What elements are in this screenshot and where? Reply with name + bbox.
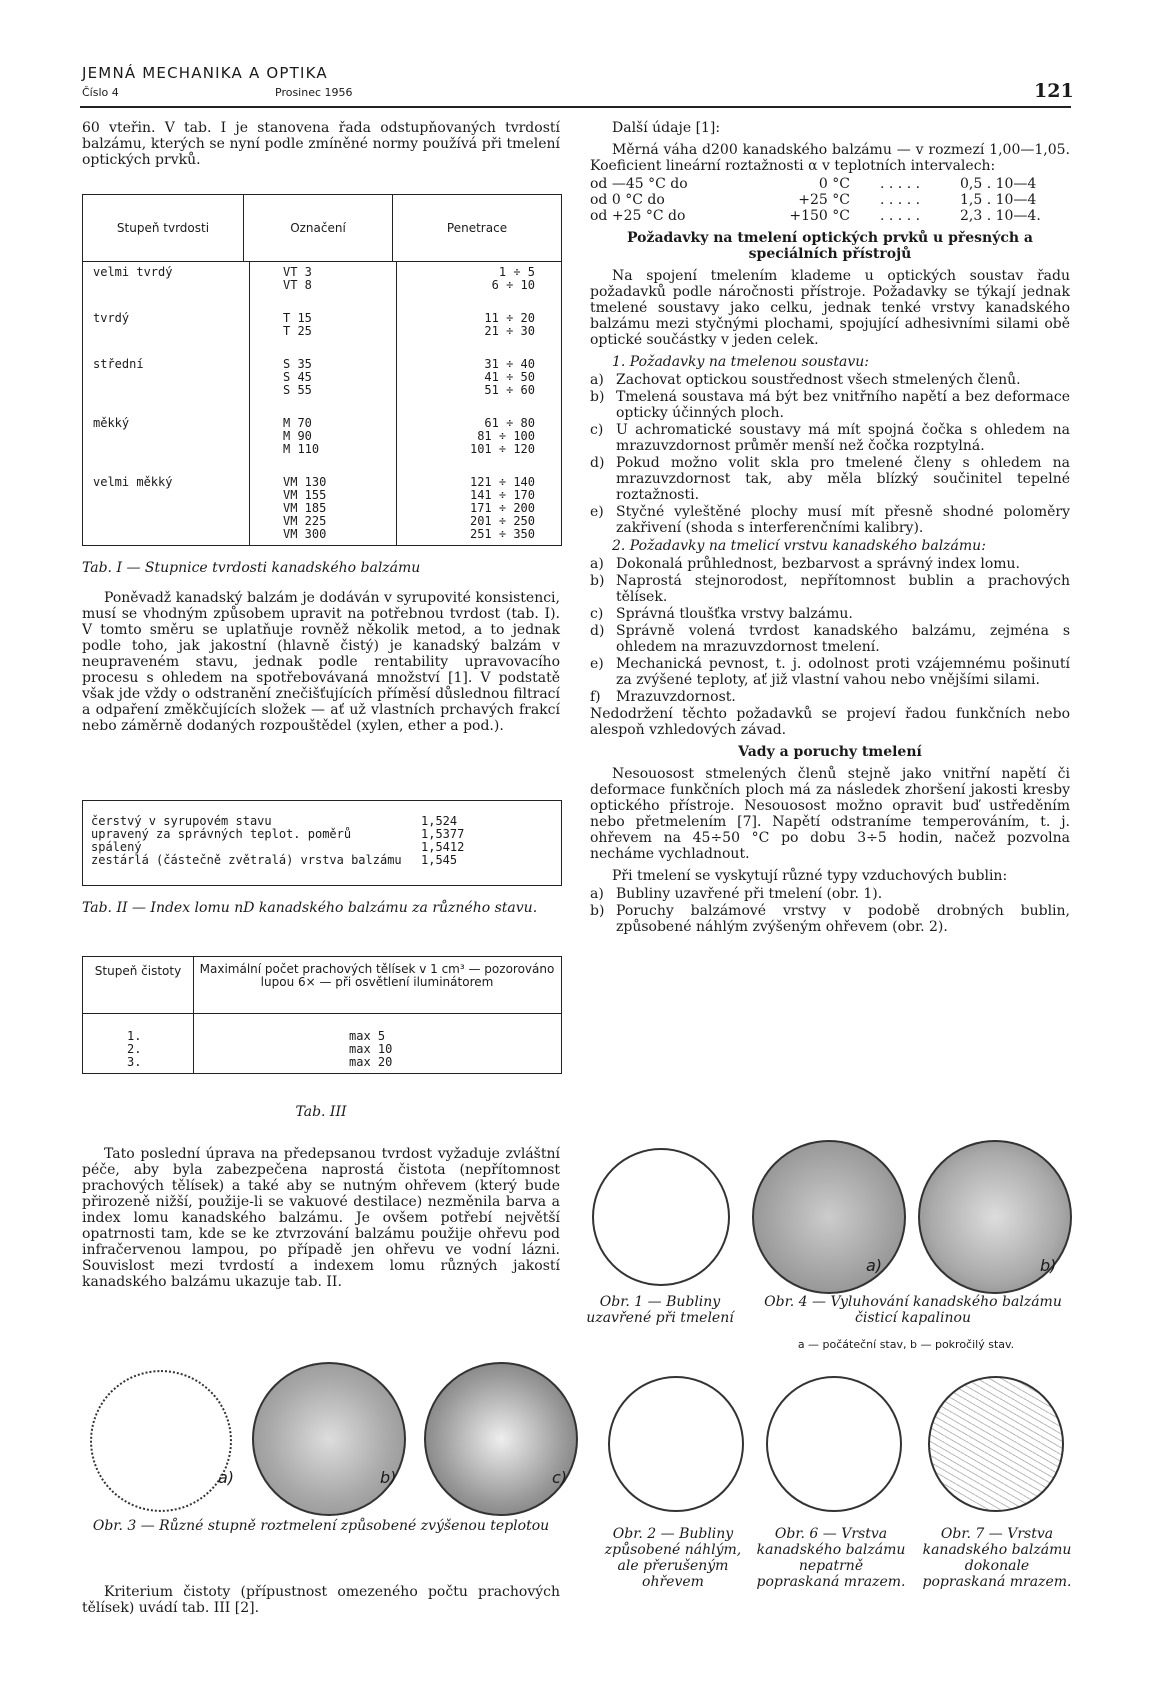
t1-grade: měkký [93,416,130,430]
t1-header-pen: Penetrace [393,195,562,262]
t3-value: max 20 [349,1055,393,1069]
expansion-value: 1,5 . 10—4 [960,192,1037,208]
table-1 [82,194,562,546]
t1-mark: M 90 [283,429,312,443]
list-item [590,422,1070,454]
list-key: b) [590,389,605,405]
t1-mark: M 70 [283,416,312,430]
subheading-system: 1. Požadavky na tmelenou soustavu: [612,354,869,370]
t1-mark: VM 130 [283,475,327,489]
list-text: Tmelená soustava má být bez vnitřního napětí a bez deformace opticky účinných ploch. [616,389,1070,421]
fig7-image [928,1376,1064,1512]
fig3b-image [252,1362,406,1516]
list-text: Bubliny uzavřené při tmelení (obr. 1). [616,886,883,902]
expansion-row [590,208,1070,224]
fig3c-label: c) [552,1468,568,1487]
left-para-3 [82,1584,560,1622]
t2-label: spálený [91,840,142,854]
t1-mark: VM 155 [283,488,327,502]
expansion-dots: . . . . . [880,208,921,224]
list-text: Správná tloušťka vrstvy balzámu. [616,606,853,622]
list-key: a) [590,372,604,388]
criterion-paragraph: Kriterium čistoty (přípustnost omezeného počtu prachových tělísek) uvádí tab. III [2]. [82,1584,560,1616]
t1-penetration: 201 ÷ 250 [469,514,535,528]
data-intro: Další údaje [1]: [612,120,721,136]
t1-penetration: 251 ÷ 350 [469,527,535,541]
t1-grade: tvrdý [93,311,130,325]
list-item [590,886,1070,902]
t1-penetration: 101 ÷ 120 [469,442,535,456]
defects-paragraph: Nesouosost stmelených členů stejně jako vnitřní napětí či deformace funkčních ploch má za následek zhoršení jakosti kresby optického přístroje. Nesouosost možno opravit buď ustředěním nebo přetmelením [7]. Napětí odstraníme temperováním, t. j. ohřevem na 45÷50 °C po dobu 3÷5 hodin, načež pozvolna necháme vychladnout. [590,766,1070,862]
expansion-from: od —45 °C do [590,176,688,192]
t1-penetration: 51 ÷ 60 [484,383,535,397]
t1-mark: VM 225 [283,514,327,528]
list-item [590,372,1070,388]
t1-mark: VT 3 [283,265,312,279]
bubbles-paragraph: Při tmelení se vyskytují různé typy vzduchových bublin: [612,868,1008,884]
list-text: Mechanická pevnost, t. j. odolnost proti vzájemnému pošinutí za zvýšené teploty, ať již vlastní vahou nebo vnějšími silami. [616,656,1070,688]
fig2-image [608,1376,744,1512]
list-text: Styčné vyleštěné plochy musí mít přesně shodné poloměry zakřivení (shoda s interferenčními kalibry). [616,504,1070,536]
t1-mark: T 25 [283,324,312,338]
fig6-caption: Obr. 6 — Vrstva kanadského balzámu nepatrně popraskaná mrazem. [756,1526,906,1590]
table-2 [82,800,562,886]
list-text: U achromatické soustavy má mít spojná čočka s ohledem na mrazuvzdornost průměr menší než čočka rozptylná. [616,422,1070,454]
t1-penetration: 141 ÷ 170 [469,488,535,502]
t2-row [91,854,553,867]
list-text: Naprostá stejnorodost, nepřítomnost bublin a prachových tělísek. [616,573,1070,605]
t1-mark: VM 185 [283,501,327,515]
fig1-caption: Obr. 1 — Bubliny uzavřené při tmelení [586,1294,734,1326]
t1-mark: S 45 [283,370,312,384]
table-2-caption: Tab. II — Index lomu nD kanadského balzámu za různého stavu. [82,900,538,916]
expansion-row [590,176,1070,192]
list-key: d) [590,623,605,639]
expansion-value: 2,3 . 10—4. [960,208,1041,224]
t1-grade: velmi měkký [93,475,173,489]
list-key: f) [590,689,601,705]
t3-value: max 5 [349,1029,386,1043]
requirements-paragraph: Na spojení tmelením klademe u optických soustav řadu požadavků podle náročnosti přístroje. Požadavky se týkají jednak tmelené soustavy jako celku, jednak tenké vrstvy kanadského balzámu mezi styčnými plochami, spojující adhesivními silami obě optické součástky v jeden celek. [590,268,1070,348]
list-key: d) [590,455,605,471]
list-item [590,504,1070,536]
t1-penetration: 21 ÷ 30 [484,324,535,338]
journal-title: JEMNÁ MECHANIKA A OPTIKA [82,64,328,82]
list-text: Správně volená tvrdost kanadského balzámu, zejména s ohledem na mrazuvzdornost tmelení. [616,623,1070,655]
t2-label: čerstvý v syrupovém stavu [91,814,272,828]
list-item [590,689,1070,705]
t3-grade: 1. [127,1029,142,1043]
left-para-2 [82,1146,560,1296]
t1-grade: velmi tvrdý [93,265,173,279]
list-layer [590,556,1070,705]
right-column [590,120,1070,936]
t1-penetration: 61 ÷ 80 [484,416,535,430]
list-key: e) [590,656,604,672]
list-bubbles [590,886,1070,935]
list-key: c) [590,606,604,622]
t3-header-count: Maximální počet prachových tělísek v 1 cm³ — pozorováno lupou 6× — při osvětlení iluminátorem [199,962,555,989]
t2-body [83,801,561,867]
fig4a-image [752,1140,906,1294]
list-text: Poruchy balzámové vrstvy v podobě drobných bublin, způsobené náhlým zvýšeným ohřevem (obr. 2). [616,903,1070,935]
t2-label: zestárlá (částečně zvětralá) vrstva balzámu [91,853,402,867]
t1-grade: střední [93,357,144,371]
expansion-from: od +25 °C do [590,208,686,224]
fig2-caption: Obr. 2 — Bubliny způsobené náhlým, ale přerušeným ohřevem [604,1526,742,1590]
expansion-to: +150 °C [789,208,850,224]
t2-value: 1,5377 [421,827,465,841]
issue-date: Prosinec 1956 [275,86,353,99]
t1-penetration: 31 ÷ 40 [484,357,535,371]
fig4-subcaption: a — počáteční stav, b — pokročilý stav. [797,1338,1015,1351]
t1-penetration: 1 ÷ 5 [498,265,535,279]
t1-mark: VT 8 [283,278,312,292]
list-item [590,656,1070,688]
list-text: Dokonalá průhlednost, bezbarvost a správný index lomu. [616,556,1020,572]
list-key: c) [590,422,604,438]
t1-penetration: 81 ÷ 100 [477,429,535,443]
expansion-value: 0,5 . 10—4 [960,176,1037,192]
balsam-paragraph: Poněvadž kanadský balzám je dodáván v syrupovité konsistenci, musí se vhodným způsobem upravit na potřebnou tvrdost (tab. I). V tomto směru se uplatňuje rovněž několik metod, a to jednak podle toho, jak jakostní (hlavně čistý) je kanadský balzám v neupraveném stavu, jednak podle rentability upravovacího procesu s ohledem na spotřebovávaná množství [1]. V podstatě však jde vždy o odstranění znečišťujících příměsí důslednou filtrací a odpaření změkčujících složek — ať už vlastních prchavých frakcí nebo záměrně dodaných rozpouštědel (xylen, ether a pod.). [82,590,560,734]
t1-penetration: 121 ÷ 140 [469,475,535,489]
list-item [590,455,1070,503]
failure-paragraph: Nedodržení těchto požadavků se projeví řadou funkčních nebo alespoň vzhledových závad. [590,706,1070,738]
t3-value: max 10 [349,1042,393,1056]
t3-header-grade: Stupeň čistoty [94,964,182,978]
list-system [590,372,1070,536]
t2-value: 1,524 [421,814,458,828]
fig3a-label: a) [218,1468,235,1487]
left-para-1 [82,590,560,740]
list-item [590,606,1070,622]
fig6-image [766,1376,902,1512]
t1-mark: M 110 [283,442,320,456]
expansion-from: od 0 °C do [590,192,665,208]
list-item [590,556,1070,572]
t1-mark: S 55 [283,383,312,397]
section-heading-defects: Vady a poruchy tmelení [738,744,922,760]
expansion-dots: . . . . . [880,192,921,208]
data-paragraph: Měrná váha d200 kanadského balzámu — v rozmezí 1,00—1,05. Koeficient lineární roztažnosti α v teplotních intervalech: [590,142,1070,174]
expansion-dots: . . . . . [880,176,921,192]
expansion-table [590,176,1070,224]
fig3-caption: Obr. 3 — Různé stupně roztmelení způsobené zvýšenou teplotou [92,1518,550,1534]
section-heading-requirements: Požadavky na tmelení optických prvků u přesných a speciálních přístrojů [627,230,1033,262]
intro-paragraph: 60 vteřin. V tab. I je stanovena řada odstupňovaných tvrdostí balzámu, kterých se nyní podle zmíněné normy používá při tmelení optických prvků. [82,120,560,168]
left-intro [82,120,560,174]
fig4-caption: Obr. 4 — Vyluhování kanadského balzámu čisticí kapalinou [764,1294,1062,1326]
fig1-image [592,1148,730,1286]
header-rule [80,106,1071,108]
list-text: Zachovat optickou soustřednost všech stmelených členů. [616,372,1021,388]
t2-row [91,828,553,841]
t3-grade: 2. [127,1042,142,1056]
issue-number: Číslo 4 [82,86,119,99]
t1-penetration: 6 ÷ 10 [491,278,535,292]
fig4a-label: a) [866,1256,883,1275]
purity-paragraph: Tato poslední úprava na předepsanou tvrdost vyžaduje zvláštní péče, aby byla zabezpečena naprostá čistota (nepřítomnost prachových tělísek) a také aby se nutným ohřevem (který bude přirozeně nižší, použije-li se vakuové destilace) nezměnila barva a index lomu kanadského balzámu. Je ovšem potřebí největší opatrnosti tam, kde se ke ztvrzování balzámu použije ohřevu pod infračervenou lampou, po případě jen ohřevu ve vodní lázni. Souvislost mezi tvrdostí a indexem lomu různých jakostí kanadského balzámu ukazuje tab. II. [82,1146,560,1290]
t1-mark: T 15 [283,311,312,325]
t2-value: 1,5412 [421,840,465,854]
list-item [590,573,1070,605]
expansion-to: 0 °C [818,176,850,192]
fig7-caption: Obr. 7 — Vrstva kanadského balzámu dokonale popraskaná mrazem. [922,1526,1072,1590]
list-item [590,623,1070,655]
page-number: 121 [1034,80,1074,102]
list-key: b) [590,903,605,919]
list-text: Mrazuvzdornost. [616,689,736,705]
expansion-row [590,192,1070,208]
t3-grade: 3. [127,1055,142,1069]
t1-header-grade: Stupeň tvrdosti [83,195,244,262]
list-item [590,903,1070,935]
t1-mark: S 35 [283,357,312,371]
t1-penetration: 171 ÷ 200 [469,501,535,515]
subheading-layer: 2. Požadavky na tmelicí vrstvu kanadského balzámu: [612,538,986,554]
table-3-caption: Tab. III [295,1104,347,1120]
t1-body [83,265,561,541]
t2-label: upravený za správných teplot. poměrů [91,827,352,841]
fig3b-label: b) [380,1468,397,1487]
list-text: Pokud možno volit skla pro tmelené členy s ohledem na mrazuvzdornost tak, aby měla blízký součinitel tepelné roztažnosti. [616,455,1070,503]
table-3 [82,956,562,1074]
list-key: e) [590,504,604,520]
list-key: a) [590,556,604,572]
t2-value: 1,545 [421,853,458,867]
t1-penetration: 41 ÷ 50 [484,370,535,384]
list-item [590,389,1070,421]
expansion-to: +25 °C [798,192,850,208]
list-key: a) [590,886,604,902]
fig3c-image [424,1362,578,1516]
table-1-caption: Tab. I — Stupnice tvrdosti kanadského balzámu [82,560,421,576]
t1-penetration: 11 ÷ 20 [484,311,535,325]
fig3a-image [90,1370,235,1512]
t1-mark: VM 300 [283,527,327,541]
list-key: b) [590,573,605,589]
fig4b-label: b) [1040,1256,1057,1275]
t1-header-mark: Označení [244,195,393,262]
